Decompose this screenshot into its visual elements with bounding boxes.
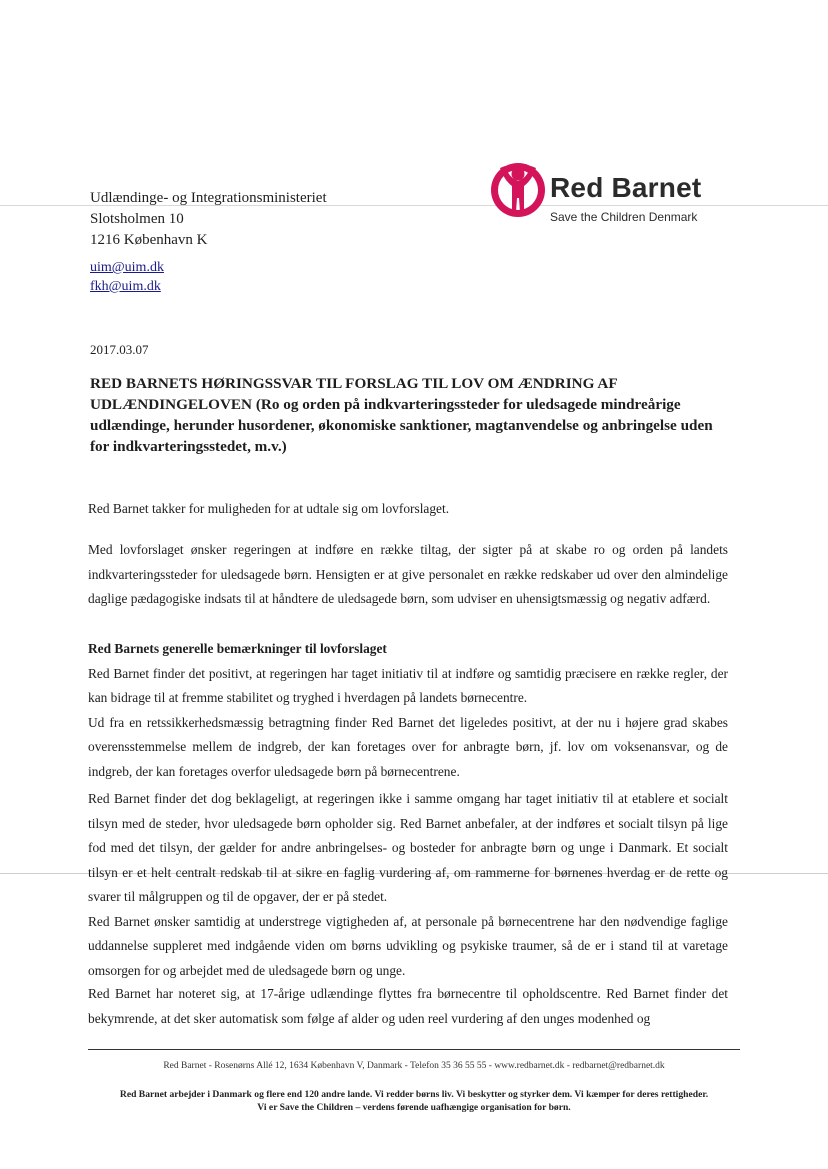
section-heading: Red Barnets generelle bemærkninger til lovforslaget — [88, 641, 387, 656]
child-figure-icon — [488, 150, 548, 228]
body-section-purpose — [88, 538, 728, 612]
body-section-supervision — [88, 787, 728, 983]
recipient-address — [90, 188, 327, 251]
logo-tagline: Save the Children Denmark — [550, 210, 698, 224]
red-barnet-logo — [488, 150, 718, 230]
recipient-line-1: Udlændinge- og Integrationsministeriet — [90, 190, 327, 206]
paragraph: Red Barnet takker for muligheden for at udtale sig om lovforslaget. — [88, 501, 450, 516]
email-link-fkh[interactable]: fkh@uim.dk — [90, 279, 161, 294]
footer-divider — [88, 1049, 740, 1050]
paragraph: Red Barnet finder det dog beklageligt, at regeringen ikke i samme omgang har taget initiativ til at etablere et socialt tilsyn med de steder, hvor uledsagede børn opholder sig. Red Barnet anbefaler, at der indføres et socialt tilsyn på lige fod med det tilsyn, der gælder for andre anbringelses- og bosteder for anbragte børn og unge i Danmark. Et socialt tilsyn er et helt centralt redskab til at sikre en faglig vurdering af, om rammerne for børnenes hverdag er de rette og svarer til målgruppen og til de opgaver, der er på stedet. — [88, 791, 728, 904]
letter-title: RED BARNETS HØRINGSSVAR TIL FORSLAG TIL LOV OM ÆNDRING AF UDLÆNDINGELOVEN (Ro og orden på indkvarteringssteder for uledsagede mindreårige udlændinge, herunder husordener, økonomiske sanktioner, magtanvendelse og anbringelse uden for indkvarteringsstedet, m.v.) — [90, 375, 713, 455]
letter-date: 2017.03.07 — [90, 342, 149, 357]
paragraph: Ud fra en retssikkerhedsmæssig betragtning finder Red Barnet det ligeledes positivt, at der nu i højere grad skabes overensstemmelse mellem de indgreb, der kan foretages over for anbragte børn, jf. lov om voksenansvar, og de indgreb, der kan foretages overfor uledsagede børn på børnecentrene. — [88, 714, 728, 779]
body-section-intro — [88, 497, 728, 522]
paragraph: Med lovforslaget ønsker regeringen at indføre en række tiltag, der sigter på at skabe ro og orden på landets indkvarteringssteder for uledsagede børn. Hensigten er at give personalet en række redskaber ud over den almindelige daglige pædagogiske indsats til at håndtere de uledsagede børn, som udviser en uhensigtsmæssig og negativ adfærd. — [88, 542, 728, 606]
email-link-uim[interactable]: uim@uim.dk — [90, 260, 164, 275]
footer-address: Red Barnet - Rosenørns Allé 12, 1634 København V, Danmark - Telefon 35 36 55 55 - www.redbarnet.dk - redbarnet@redbarnet.dk — [163, 1061, 665, 1071]
logo-wordmark: Red Barnet — [550, 172, 702, 203]
footer-statement-line-1: Red Barnet arbejder i Danmark og flere end 120 andre lande. Vi redder børns liv. Vi beskytter og styrker dem. Vi kæmper for deres rettigheder. — [119, 1089, 709, 1100]
recipient-line-3: 1216 København K — [90, 232, 208, 248]
recipient-line-2: Slotsholmen 10 — [90, 211, 184, 227]
body-section-general — [88, 637, 728, 784]
footer-statement-line-2: Vi er Save the Children – verdens førende uafhængige organisation for børn. — [257, 1102, 571, 1113]
paragraph: Red Barnet har noteret sig, at 17-årige udlændinge flyttes fra børnecentre til opholdscentre. Red Barnet finder det bekymrende, at det sker automatisk som følge af alder og uden reel vurdering af den unges modenhed og — [88, 986, 728, 1026]
body-section-age — [88, 982, 728, 1031]
paragraph: Red Barnet finder det positivt, at regeringen har taget initiativ til at indføre og samtidig præcisere en række regler, der kan bidrage til at fremme stabilitet og tryghed i hverdagen på landets børnecentre. — [88, 665, 728, 705]
email-list — [90, 258, 164, 296]
paragraph: Red Barnet ønsker samtidig at understrege vigtigheden af, at personale på børnecentrene har den nødvendige faglige uddannelse suppleret med indgående viden om børns udvikling og psykiske traumer, så de er i stand til at varetage omsorgen for og arbejdet med de uledsagede børn og unge. — [88, 913, 728, 978]
footer-statement — [0, 1088, 828, 1114]
